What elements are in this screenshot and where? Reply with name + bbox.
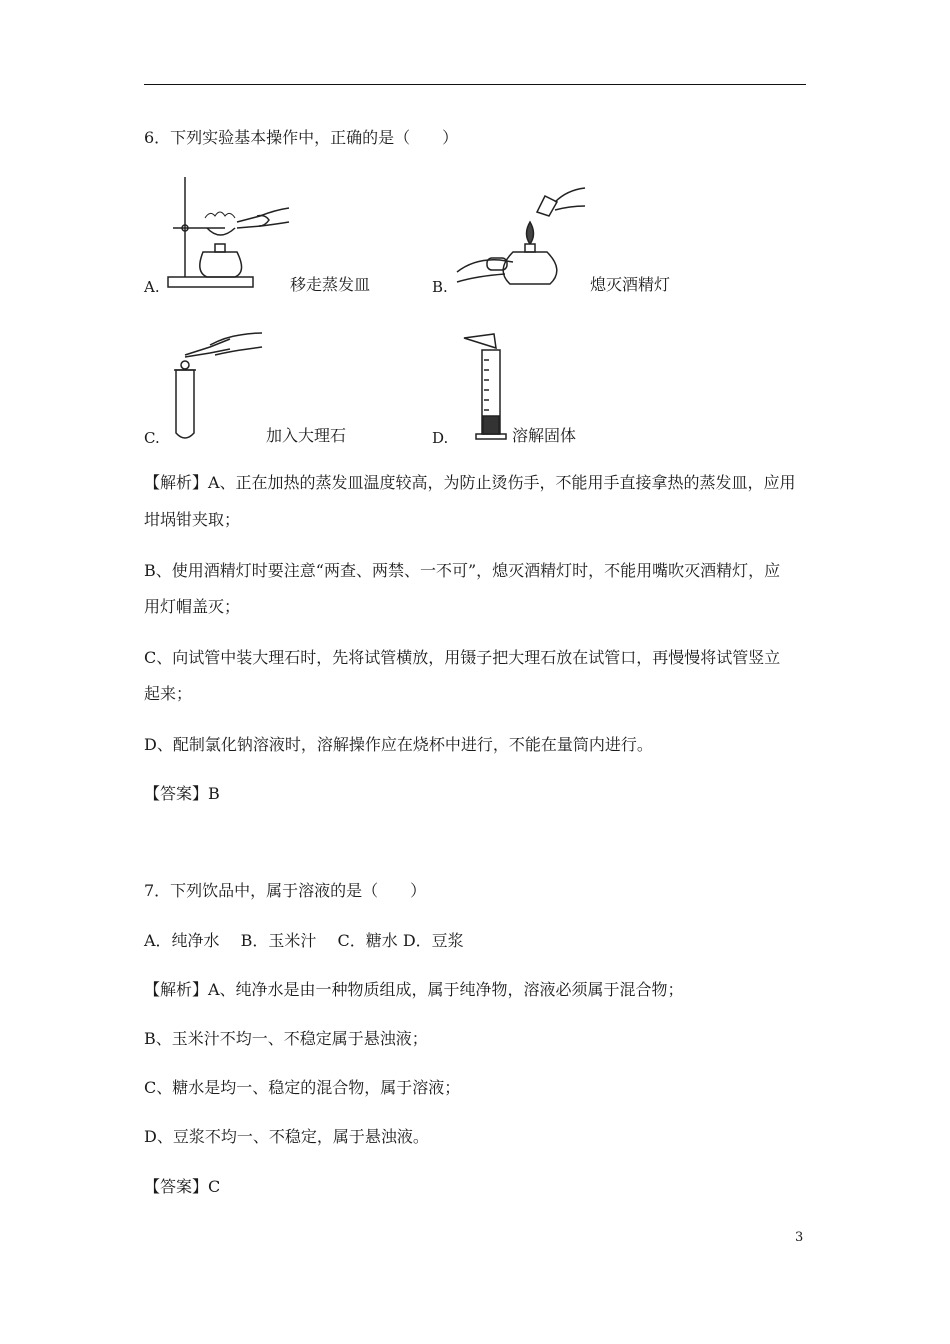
question-7: 7．下列饮品中，属于溶液的是（ ） — [144, 881, 427, 900]
q6-analysis-line-5: C、向试管中装大理石时，先将试管横放，用镊子把大理石放在试管口，再慢慢将试管竖立 — [144, 648, 781, 667]
option-c-caption: 加入大理石 — [266, 426, 347, 445]
option-a-caption: 移走蒸发皿 — [290, 275, 371, 294]
figure-test-tube — [170, 325, 265, 443]
q6-analysis-line-6: 起来； — [144, 684, 193, 703]
q6-analysis-line-4: 用灯帽盖灭； — [144, 597, 241, 616]
header-rule — [144, 84, 806, 85]
q7-analysis-line-1: 【解析】A、纯净水是由一种物质组成，属于纯净物，溶液必须属于混合物； — [144, 980, 684, 999]
option-a-letter: A. — [144, 278, 160, 296]
option-b-letter: B. — [432, 278, 448, 296]
option-d-letter: D. — [432, 429, 449, 447]
question-6: 6．下列实验基本操作中，正确的是（ ） — [144, 128, 459, 147]
q6-analysis-line-7: D、配制氯化钠溶液时，溶解操作应在烧杯中进行，不能在量筒内进行。 — [144, 735, 653, 754]
option-b-caption: 熄灭酒精灯 — [590, 275, 671, 294]
q7-answer: 【答案】C — [144, 1177, 221, 1196]
q6-answer: 【答案】B — [144, 784, 220, 803]
q7-options: A．纯净水 B．玉米汁 C．糖水 D．豆浆 — [144, 931, 464, 950]
figure-alcohol-lamp — [455, 182, 590, 290]
q7-analysis-line-4: D、豆浆不均一、不稳定，属于悬浊液。 — [144, 1127, 429, 1146]
q6-analysis-line-3: B、使用酒精灯时要注意“两查、两禁、一不可”，熄灭酒精灯时，不能用嘴吹灭酒精灯，应 — [144, 561, 781, 580]
figure-graduated-cylinder — [462, 330, 517, 442]
option-d-caption: 溶解固体 — [512, 426, 577, 445]
q7-analysis-line-3: C、糖水是均一、稳定的混合物，属于溶液； — [144, 1078, 461, 1097]
option-c-letter: C. — [144, 429, 160, 447]
page-number: 3 — [795, 1230, 804, 1245]
q6-analysis-line-2: 坩埚钳夹取； — [144, 510, 241, 529]
q7-analysis-line-2: B、玉米汁不均一、不稳定属于悬浊液； — [144, 1029, 428, 1048]
q6-analysis-line-1: 【解析】A、正在加热的蒸发皿温度较高，为防止烫伤手，不能用手直接拿热的蒸发皿，应用 — [144, 473, 796, 492]
figure-evaporating-dish — [165, 172, 295, 292]
